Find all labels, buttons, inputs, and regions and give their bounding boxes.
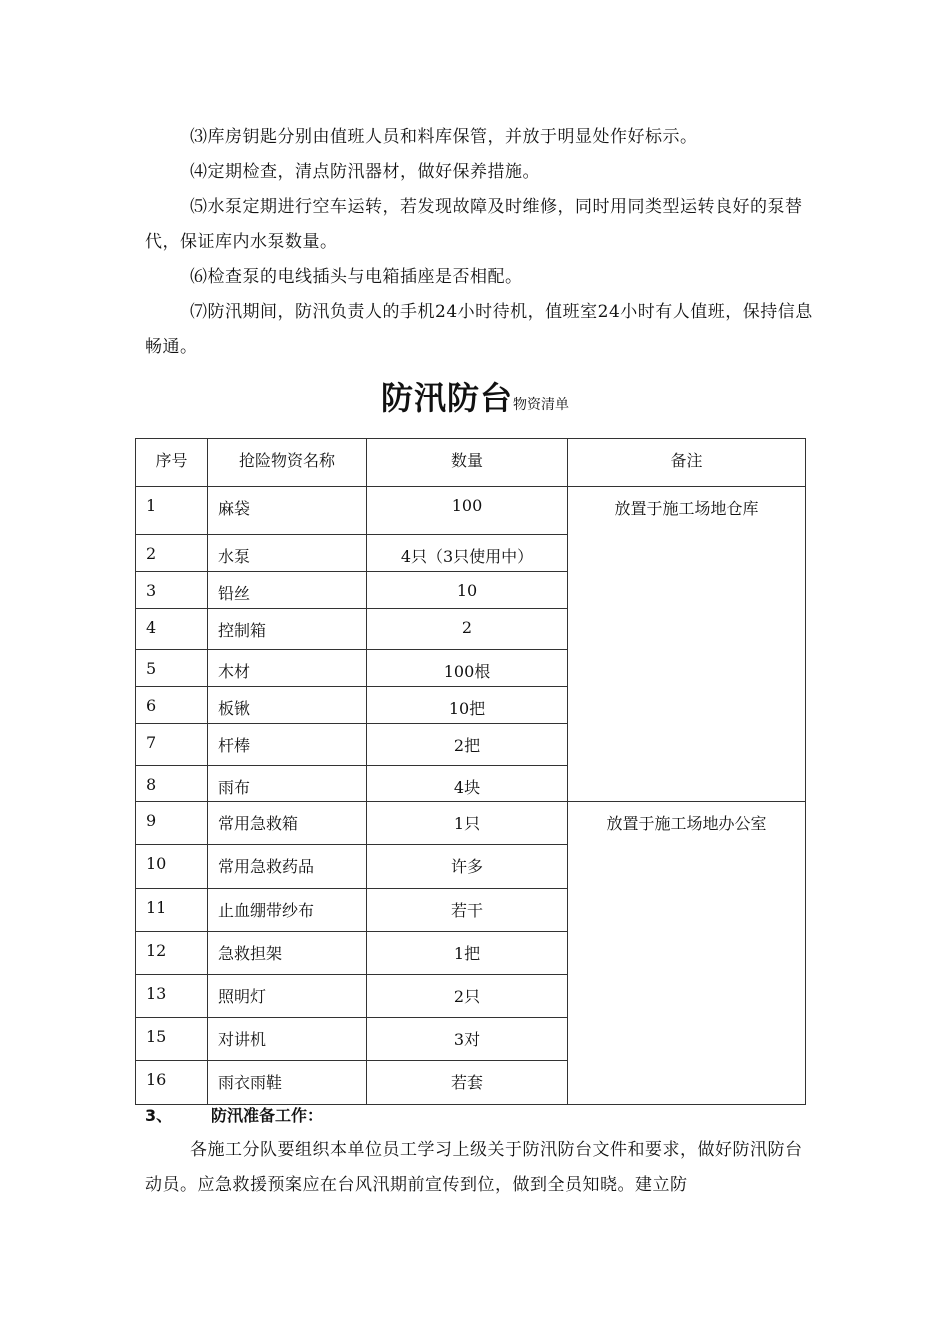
paragraph-item-4: ⑷定期检查，清点防汛器材，做好保养措施。 [190,162,540,182]
cell-qty: 10把 [367,687,568,724]
cell-no: 3 [136,572,208,609]
paragraph-item-7: ⑺防汛期间，防汛负责人的手机24小时待机，值班室24小时有人值班，保持信息畅通。 [145,302,813,357]
title-main: 防汛防台 [380,379,513,417]
title-sub: 物资清单 [513,397,569,413]
cell-qty: 4块 [367,766,568,802]
cell-qty: 4只（3只使用中） [367,535,568,572]
cell-qty: 100根 [367,650,568,687]
cell-qty: 2把 [367,724,568,766]
cell-qty: 若干 [367,889,568,932]
section-number: 3、 [145,1106,173,1125]
cell-no: 16 [136,1061,208,1105]
cell-name: 杆棒 [208,724,367,766]
cell-no: 2 [136,535,208,572]
supplies-table [135,438,806,1105]
cell-no: 8 [136,766,208,802]
table-header-row [136,439,806,487]
cell-qty: 2 [367,609,568,650]
cell-name: 板锹 [208,687,367,724]
cell-no: 11 [136,889,208,932]
table-row [136,802,806,845]
cell-no: 15 [136,1018,208,1061]
cell-name: 止血绷带纱布 [208,889,367,932]
cell-no: 10 [136,845,208,889]
section-heading [145,1103,323,1126]
cell-name: 铅丝 [208,572,367,609]
cell-qty: 许多 [367,845,568,889]
section-title: 防汛准备工作： [211,1106,324,1125]
paragraph-item-3: ⑶库房钥匙分别由值班人员和料库保管，并放于明显处作好标示。 [190,127,698,147]
header-qty: 数量 [367,439,568,487]
cell-qty: 若套 [367,1061,568,1105]
cell-name: 控制箱 [208,609,367,650]
paragraph-bottom: 各施工分队要组织本单位员工学习上级关于防汛防台文件和要求，做好防汛防台动员。应急救援预案应在台风汛期前宣传到位，做到全员知晓。建立防 [145,1140,803,1195]
cell-name: 常用急救药品 [208,845,367,889]
cell-no: 12 [136,932,208,975]
table-row [136,487,806,535]
cell-no: 4 [136,609,208,650]
cell-name: 雨衣雨鞋 [208,1061,367,1105]
cell-name: 木材 [208,650,367,687]
cell-note-storage: 放置于施工场地仓库 [568,487,806,802]
cell-qty: 3对 [367,1018,568,1061]
cell-name: 雨布 [208,766,367,802]
header-no: 序号 [136,439,208,487]
cell-note-office: 放置于施工场地办公室 [568,802,806,1105]
paragraph-item-5: ⑸水泵定期进行空车运转，若发现故障及时维修，同时用同类型运转良好的泵替代，保证库内水泵数量。 [145,197,803,252]
cell-no: 13 [136,975,208,1018]
cell-no: 7 [136,724,208,766]
cell-no: 6 [136,687,208,724]
cell-no: 1 [136,487,208,535]
cell-name: 麻袋 [208,487,367,535]
cell-qty: 10 [367,572,568,609]
cell-name: 急救担架 [208,932,367,975]
header-note: 备注 [568,439,806,487]
cell-name: 常用急救箱 [208,802,367,845]
cell-name: 照明灯 [208,975,367,1018]
cell-name: 水泵 [208,535,367,572]
cell-no: 9 [136,802,208,845]
cell-qty: 2只 [367,975,568,1018]
table-title [0,373,950,419]
header-name: 抢险物资名称 [208,439,367,487]
cell-qty: 100 [367,487,568,535]
cell-name: 对讲机 [208,1018,367,1061]
cell-qty: 1只 [367,802,568,845]
cell-no: 5 [136,650,208,687]
cell-qty: 1把 [367,932,568,975]
paragraph-item-6: ⑹检查泵的电线插头与电箱插座是否相配。 [190,267,523,287]
